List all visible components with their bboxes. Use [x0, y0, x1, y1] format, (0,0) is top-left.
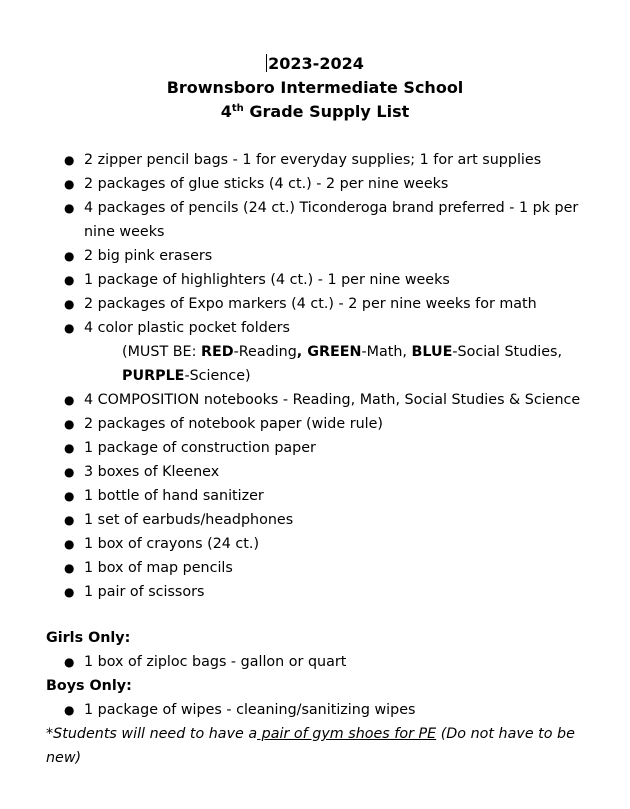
bullet-icon: ● [64, 513, 75, 527]
document-header [0, 52, 630, 124]
list-item: ● 2 packages of glue sticks (4 ct.) - 2 per nine weeks [0, 172, 630, 196]
list-item: ● 3 boxes of Kleenex [0, 460, 630, 484]
list-item: ● 4 COMPOSITION notebooks - Reading, Math, Social Studies & Science [0, 388, 630, 412]
list-title: 4th Grade Supply List [220, 102, 410, 121]
list-item: ● 1 package of construction paper [0, 436, 630, 460]
bullet-icon: ● [64, 273, 75, 287]
folder-colors-note: (MUST BE: RED-Reading, GREEN-Math, BLUE-Social Studies, PURPLE-Science) [122, 344, 563, 384]
bullet-icon: ● [64, 201, 75, 215]
bullet-icon: ● [64, 417, 75, 431]
gym-shoes-note: *Students will need to have a pair of gym shoes for PE (Do not have to be new) [46, 726, 575, 766]
girls-list [0, 650, 630, 674]
text-cursor [266, 54, 267, 72]
bullet-icon: ● [64, 655, 75, 669]
list-item: ● 2 zipper pencil bags - 1 for everyday supplies; 1 for art supplies [0, 148, 630, 172]
list-item: ● 1 box of ziploc bags - gallon or quart [0, 650, 630, 674]
list-item: ● 1 bottle of hand sanitizer [0, 484, 630, 508]
bullet-icon: ● [64, 441, 75, 455]
bullet-icon: ● [64, 321, 75, 335]
list-item: ● 2 packages of Expo markers (4 ct.) - 2 per nine weeks for math [0, 292, 630, 316]
list-item: ● 1 package of highlighters (4 ct.) - 1 per nine weeks [0, 268, 630, 292]
bullet-icon: ● [64, 561, 75, 575]
list-item: ● 4 packages of pencils (24 ct.) Ticonderoga brand preferred - 1 pk per nine weeks [0, 196, 630, 244]
list-item: ● 1 pair of scissors [0, 580, 630, 604]
list-item: ● 2 big pink erasers [0, 244, 630, 268]
boys-list [0, 698, 630, 722]
bullet-icon: ● [64, 703, 75, 717]
bullet-icon: ● [64, 153, 75, 167]
bullet-icon: ● [64, 297, 75, 311]
list-item: ● 4 color plastic pocket folders (MUST BE: RED-Reading, GREEN-Math, BLUE-Social Studies, PURPLE-Science) [0, 316, 630, 388]
bullet-icon: ● [64, 489, 75, 503]
school-name: Brownsboro Intermediate School [166, 78, 464, 97]
list-item: ● 1 box of crayons (24 ct.) [0, 532, 630, 556]
list-item: ● 2 packages of notebook paper (wide rule) [0, 412, 630, 436]
bullet-icon: ● [64, 393, 75, 407]
list-item: ● 1 package of wipes - cleaning/sanitizing wipes [0, 698, 630, 722]
bullet-icon: ● [64, 585, 75, 599]
bullet-icon: ● [64, 177, 75, 191]
bullet-icon: ● [64, 249, 75, 263]
bullet-icon: ● [64, 465, 75, 479]
list-item: ● 1 set of earbuds/headphones [0, 508, 630, 532]
boys-only-heading: Boys Only: [46, 678, 132, 694]
supply-list [0, 148, 630, 604]
school-year: 2023-2024 [268, 54, 364, 73]
bullet-icon: ● [64, 537, 75, 551]
girls-only-heading: Girls Only: [46, 630, 131, 646]
list-item: ● 1 box of map pencils [0, 556, 630, 580]
